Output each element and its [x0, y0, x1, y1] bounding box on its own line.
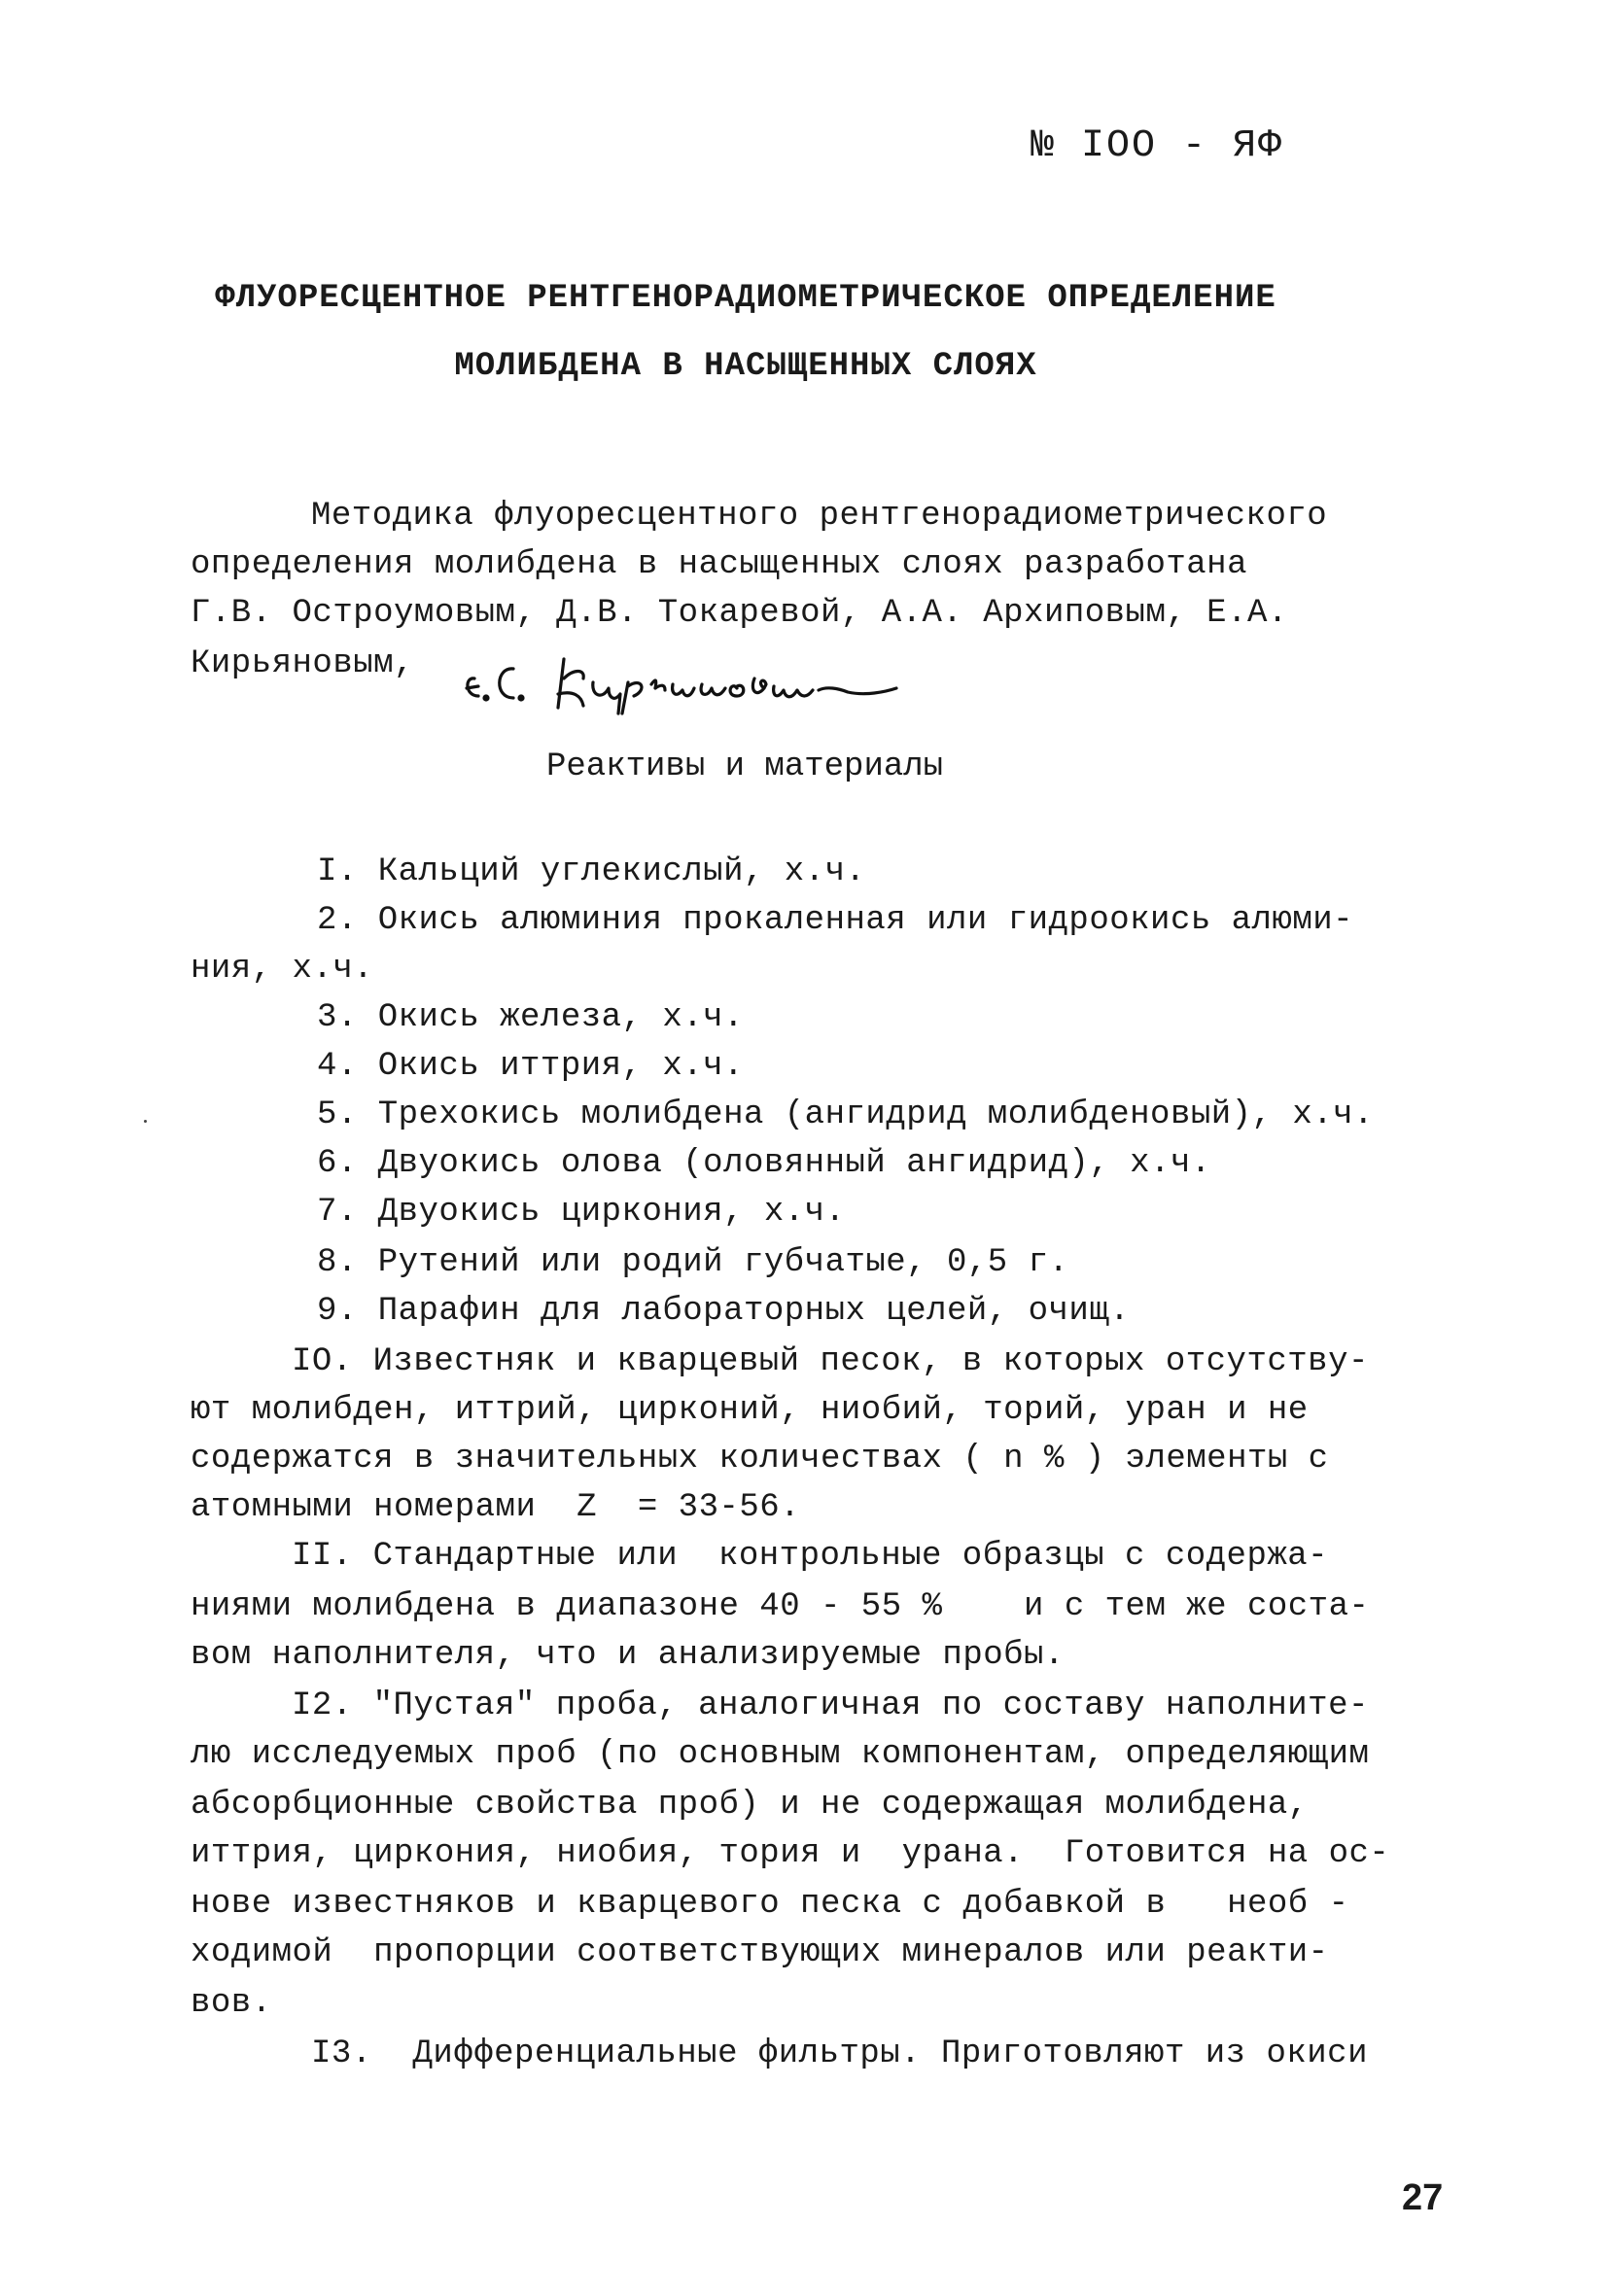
- list-item: 5. Трехокись молибдена (ангидрид молибденовый), х.ч.: [317, 1096, 1374, 1133]
- list-item: I2. "Пустая" проба, аналогичная по составу наполните-: [292, 1687, 1369, 1724]
- intro-line-1: Методика флуоресцентного рентгенорадиометрического: [311, 498, 1328, 535]
- document-number: № IOO - ЯФ: [1031, 124, 1284, 168]
- document-title-line-1: ФЛУОРЕСЦЕНТНОЕ РЕНТГЕНОРАДИОМЕТРИЧЕСКОЕ ОПРЕДЕЛЕНИЕ: [215, 280, 1276, 317]
- list-item: ния, х.ч.: [191, 951, 374, 988]
- scan-speck: [144, 1120, 147, 1123]
- list-item: 4. Окись иттрия, х.ч.: [317, 1048, 744, 1085]
- list-item: 2. Окись алюминия прокаленная или гидроокись алюми-: [317, 902, 1354, 939]
- list-item: II. Стандартные или контрольные образцы с содержа-: [292, 1538, 1329, 1575]
- intro-line-4: Кирьяновым,: [191, 645, 414, 682]
- list-item: ют молибден, иттрий, цирконий, ниобий, торий, уран и не: [191, 1392, 1309, 1429]
- list-item: нове известняков и кварцевого песка с добавкой в необ -: [191, 1886, 1349, 1923]
- list-item: 3. Окись железа, х.ч.: [317, 999, 744, 1036]
- list-item: 6. Двуокись олова (оловянный ангидрид), х.ч.: [317, 1145, 1211, 1182]
- list-item: атомными номерами Z = 33-56.: [191, 1489, 801, 1526]
- list-item: ходимой пропорции соответствующих минералов или реакти-: [191, 1934, 1329, 1971]
- list-item: I. Кальций углекислый, х.ч.: [317, 853, 866, 890]
- list-item: абсорбционные свойства проб) и не содержащая молибдена,: [191, 1787, 1309, 1824]
- list-item: 9. Парафин для лабораторных целей, очищ.: [317, 1293, 1131, 1330]
- list-item: вом наполнителя, что и анализируемые пробы.: [191, 1637, 1065, 1674]
- list-item: вов.: [191, 1985, 272, 2022]
- list-item: 8. Рутений или родий губчатые, 0,5 г.: [317, 1244, 1069, 1281]
- handwritten-signature: [457, 640, 1040, 717]
- list-item: иттрия, циркония, ниобия, тория и урана. Готовится на ос-: [191, 1835, 1390, 1872]
- list-item: IO. Известняк и кварцевый песок, в которых отсутству-: [292, 1343, 1369, 1380]
- intro-line-2: определения молибдена в насыщенных слоях разработана: [191, 546, 1247, 583]
- intro-line-3: Г.В. Остроумовым, Д.В. Токаревой, А.А. Архиповым, Е.А.: [191, 595, 1288, 632]
- list-item: лю исследуемых проб (по основным компонентам, определяющим: [191, 1736, 1370, 1773]
- list-item: 7. Двуокись циркония, х.ч.: [317, 1194, 846, 1231]
- list-item: I3. Дифференциальные фильтры. Приготовляют из окиси: [311, 2035, 1368, 2072]
- section-heading: Реактивы и материалы: [546, 748, 944, 785]
- document-title-line-2: МОЛИБДЕНА В НАСЫЩЕННЫХ СЛОЯХ: [454, 348, 1037, 385]
- list-item: содержатся в значительных количествах ( n % ) элементы с: [191, 1441, 1329, 1478]
- list-item: ниями молибдена в диапазоне 40 - 55 % и с тем же соста-: [191, 1588, 1370, 1625]
- page-number: 27: [1402, 2177, 1444, 2218]
